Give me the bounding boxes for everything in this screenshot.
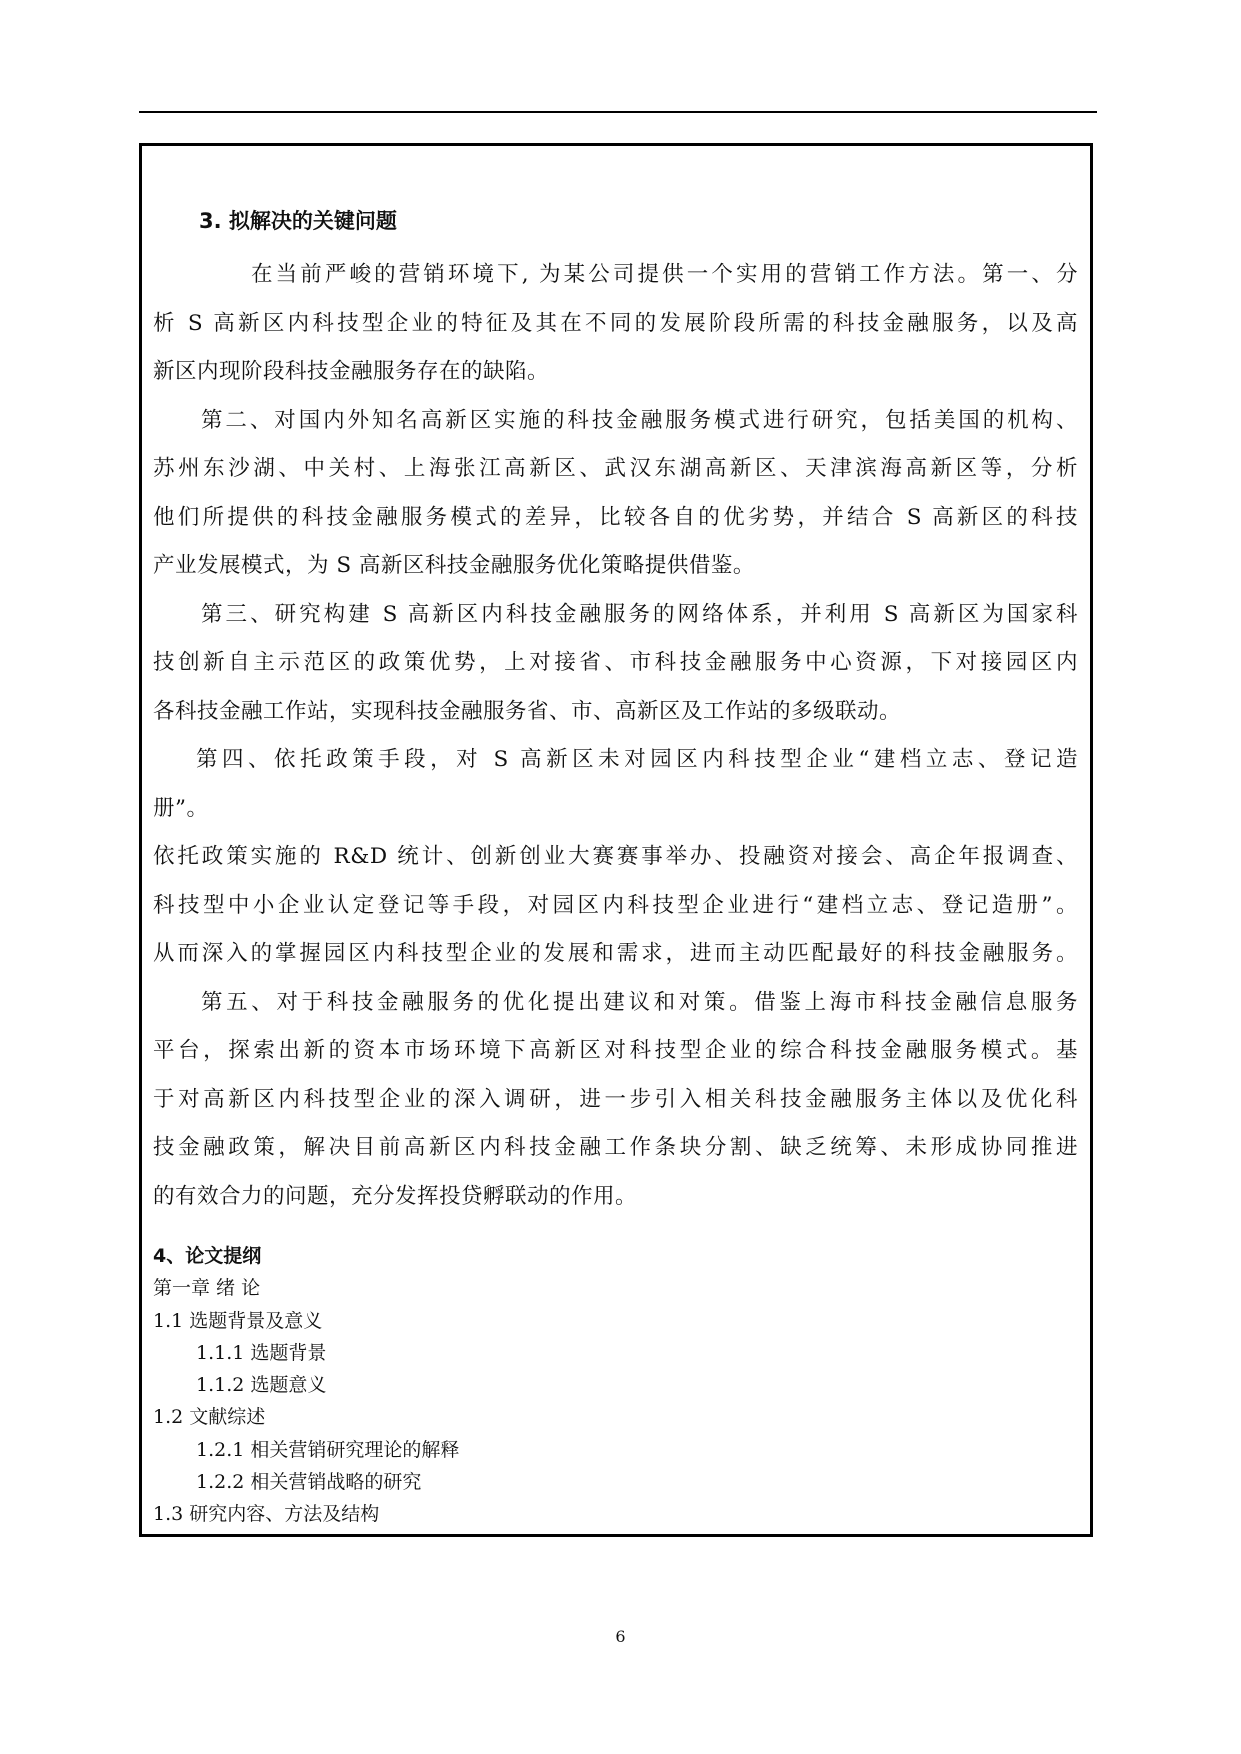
body-line: 第五、对于科技金融服务的优化提出建议和对策。借鉴上海市科技金融信息服务 (201, 989, 1078, 1015)
section-4-heading: 4、论文提纲 (153, 1245, 262, 1267)
body-line: 新区内现阶段科技金融服务存在的缺陷。 (153, 359, 550, 384)
body-line: 第三、研究构建 S 高新区内科技金融服务的网络体系，并利用 S 高新区为国家科 (201, 601, 1078, 627)
body-line: 产业发展模式，为 S 高新区科技金融服务优化策略提供借鉴。 (153, 553, 755, 578)
outline-item: 1.1.2 选题意义 (196, 1374, 327, 1397)
body-line: 册”。 (153, 795, 209, 821)
body-line: 技创新自主示范区的政策优势，上对接省、市科技金融服务中心资源，下对接园区内 (153, 650, 1078, 675)
body-line: 在当前严峻的营销环境下, 为某公司提供一个实用的营销工作方法。第一、分 (251, 262, 1078, 287)
outline-item: 1.2.1 相关营销研究理论的解释 (196, 1438, 460, 1461)
section-3-heading: 3. 拟解决的关键问题 (199, 209, 397, 233)
body-line: 第二、对国内外知名高新区实施的科技金融服务模式进行研究，包括美国的机构、 (201, 407, 1078, 433)
body-line: 各科技金融工作站，实现科技金融服务省、市、高新区及工作站的多级联动。 (153, 698, 902, 724)
outline-item: 第一章 绪 论 (153, 1277, 261, 1300)
outline-item: 1.3 研究内容、方法及结构 (153, 1503, 380, 1526)
body-line: 第四、依托政策手段，对 S 高新区未对园区内科技型企业“建档立志、登记造 (196, 747, 1078, 772)
body-line: 苏州东沙湖、中关村、上海张江高新区、武汉东湖高新区、天津滨海高新区等，分析 (153, 456, 1078, 481)
header-rule (139, 111, 1097, 113)
page-number: 6 (615, 1627, 626, 1646)
body-line: 技金融政策，解决目前高新区内科技金融工作条块分割、缺乏统筹、未形成协同推进 (153, 1135, 1078, 1160)
body-line: 从而深入的掌握园区内科技型企业的发展和需求，进而主动匹配最好的科技金融服务。 (153, 941, 1078, 966)
body-line: 依托政策实施的 R&D 统计、创新创业大赛赛事举办、投融资对接会、高企年报调查、 (153, 844, 1078, 869)
body-line: 析 S 高新区内科技型企业的特征及其在不同的发展阶段所需的科技金融服务，以及高 (153, 310, 1078, 336)
section-3-body (153, 251, 1078, 1221)
outline-item: 1.1.1 选题背景 (196, 1341, 327, 1364)
thesis-outline (153, 1240, 459, 1531)
body-line: 的有效合力的问题，充分发挥投贷孵联动的作用。 (153, 1183, 638, 1209)
outline-item: 1.2.2 相关营销战略的研究 (196, 1471, 422, 1494)
body-line: 他们所提供的科技金融服务模式的差异，比较各自的优劣势，并结合 S 高新区的科技 (153, 504, 1078, 530)
outline-item: 1.2 文献综述 (153, 1406, 266, 1429)
body-line: 平台，探索出新的资本市场环境下高新区对科技型企业的综合科技金融服务模式。基 (153, 1038, 1078, 1063)
body-line: 科技型中小企业认定登记等手段，对园区内科技型企业进行“建档立志、登记造册”。 (153, 892, 1078, 918)
outline-item: 1.1 选题背景及意义 (153, 1309, 323, 1332)
body-line: 于对高新区内科技型企业的深入调研，进一步引入相关科技金融服务主体以及优化科 (153, 1086, 1078, 1112)
